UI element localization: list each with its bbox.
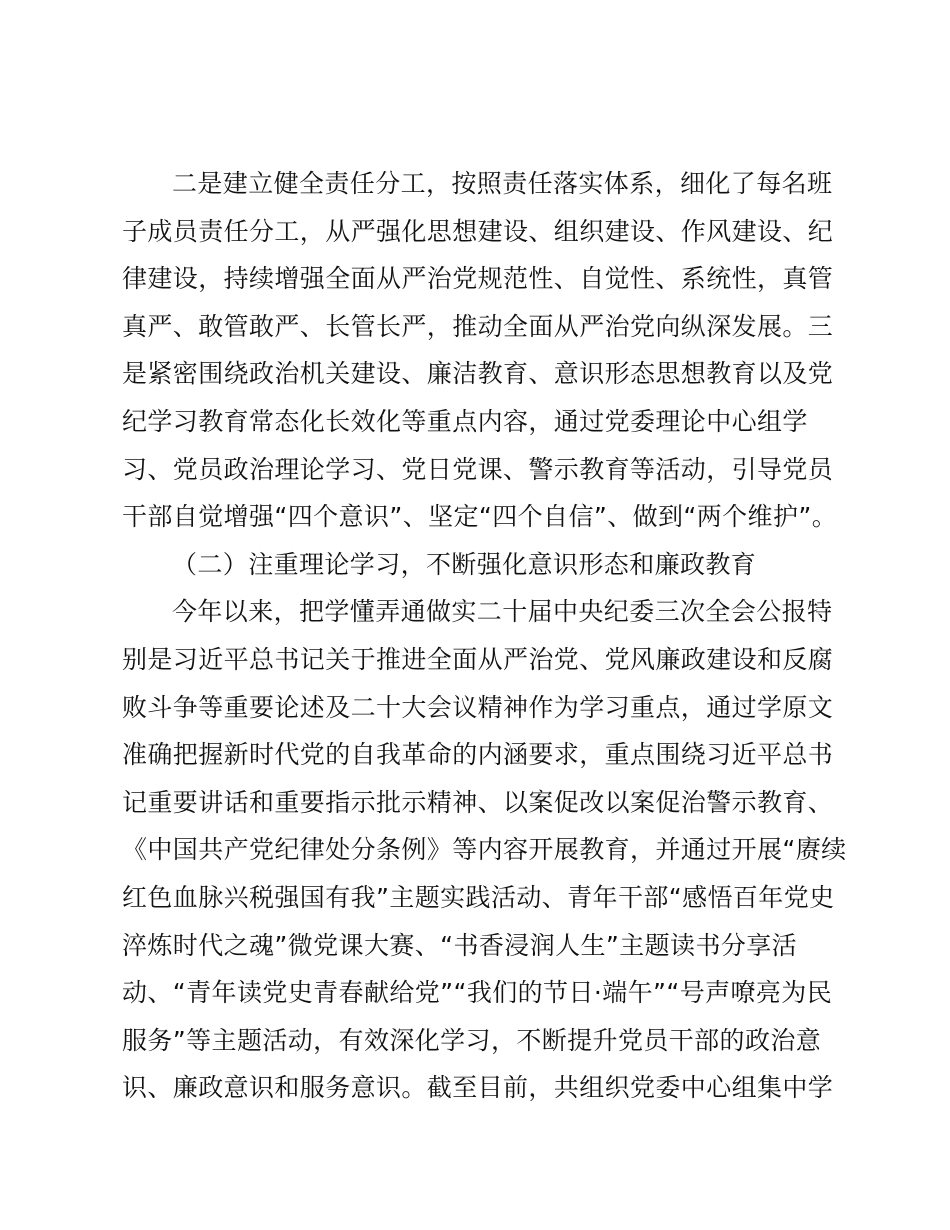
document-body <box>122 160 847 1112</box>
paragraph-line: 准确把握新时代党的自我革命的内涵要求，重点围绕习近平总书 <box>122 740 834 770</box>
paragraph-line: 记重要讲话和重要指示批示精神、以案促改以案促治警示教育、 <box>122 787 834 817</box>
paragraph-line: 子成员责任分工，从严强化思想建设、组织建设、作风建设、纪 <box>122 216 834 246</box>
paragraph-line: 识、廉政意识和服务意识。截至目前，共组织党委中心组集中学 <box>122 1073 834 1103</box>
paragraph-line: 别是习近平总书记关于推进全面从严治党、党风廉政建设和反腐 <box>122 644 834 674</box>
paragraph-line: 二是建立健全责任分工，按照责任落实体系，细化了每名班 <box>172 169 833 198</box>
paragraph-line: 败斗争等重要论述及二十大会议精神作为学习重点，通过学原文 <box>122 692 834 722</box>
paragraph-line: 动、“青年读党史青春献给党”“我们的节日·端午”“号声嘹亮为民 <box>122 978 833 1008</box>
paragraph-line: 服务”等主题活动，有效深化学习，不断提升党员干部的政治意 <box>122 1025 822 1055</box>
paragraph-line: 习、党员政治理论学习、党日党课、警示教育等活动，引导党员 <box>122 454 834 484</box>
section-heading: （二）注重理论学习，不断强化意识形态和廉政教育 <box>172 549 757 579</box>
paragraph-line: 干部自觉增强“四个意识”、坚定“四个自信”、做到“两个维护”。 <box>122 502 838 532</box>
paragraph-line: 纪学习教育常态化长效化等重点内容，通过党委理论中心组学 <box>122 406 808 436</box>
paragraph-line: 律建设，持续增强全面从严治党规范性、自觉性、系统性，真管 <box>122 264 834 294</box>
paragraph-line: 淬炼时代之魂”微党课大赛、“书香浸润人生”主题读书分享活 <box>122 930 798 960</box>
paragraph-line: 真严、敢管敢严、长管长严，推动全面从严治党向纵深发展。三 <box>122 311 834 341</box>
paragraph-line: 是紧密围绕政治机关建设、廉洁教育、意识形态思想教育以及党 <box>122 359 834 389</box>
paragraph-line: 《中国共产党纪律处分条例》等内容开展教育，并通过开展“赓续 <box>122 835 847 865</box>
paragraph-line: 今年以来，把学懂弄通做实二十届中央纪委三次全会公报特 <box>172 597 833 627</box>
paragraph-line: 红色血脉兴税强国有我”主题实践活动、青年干部“感悟百年党史 <box>122 882 835 912</box>
